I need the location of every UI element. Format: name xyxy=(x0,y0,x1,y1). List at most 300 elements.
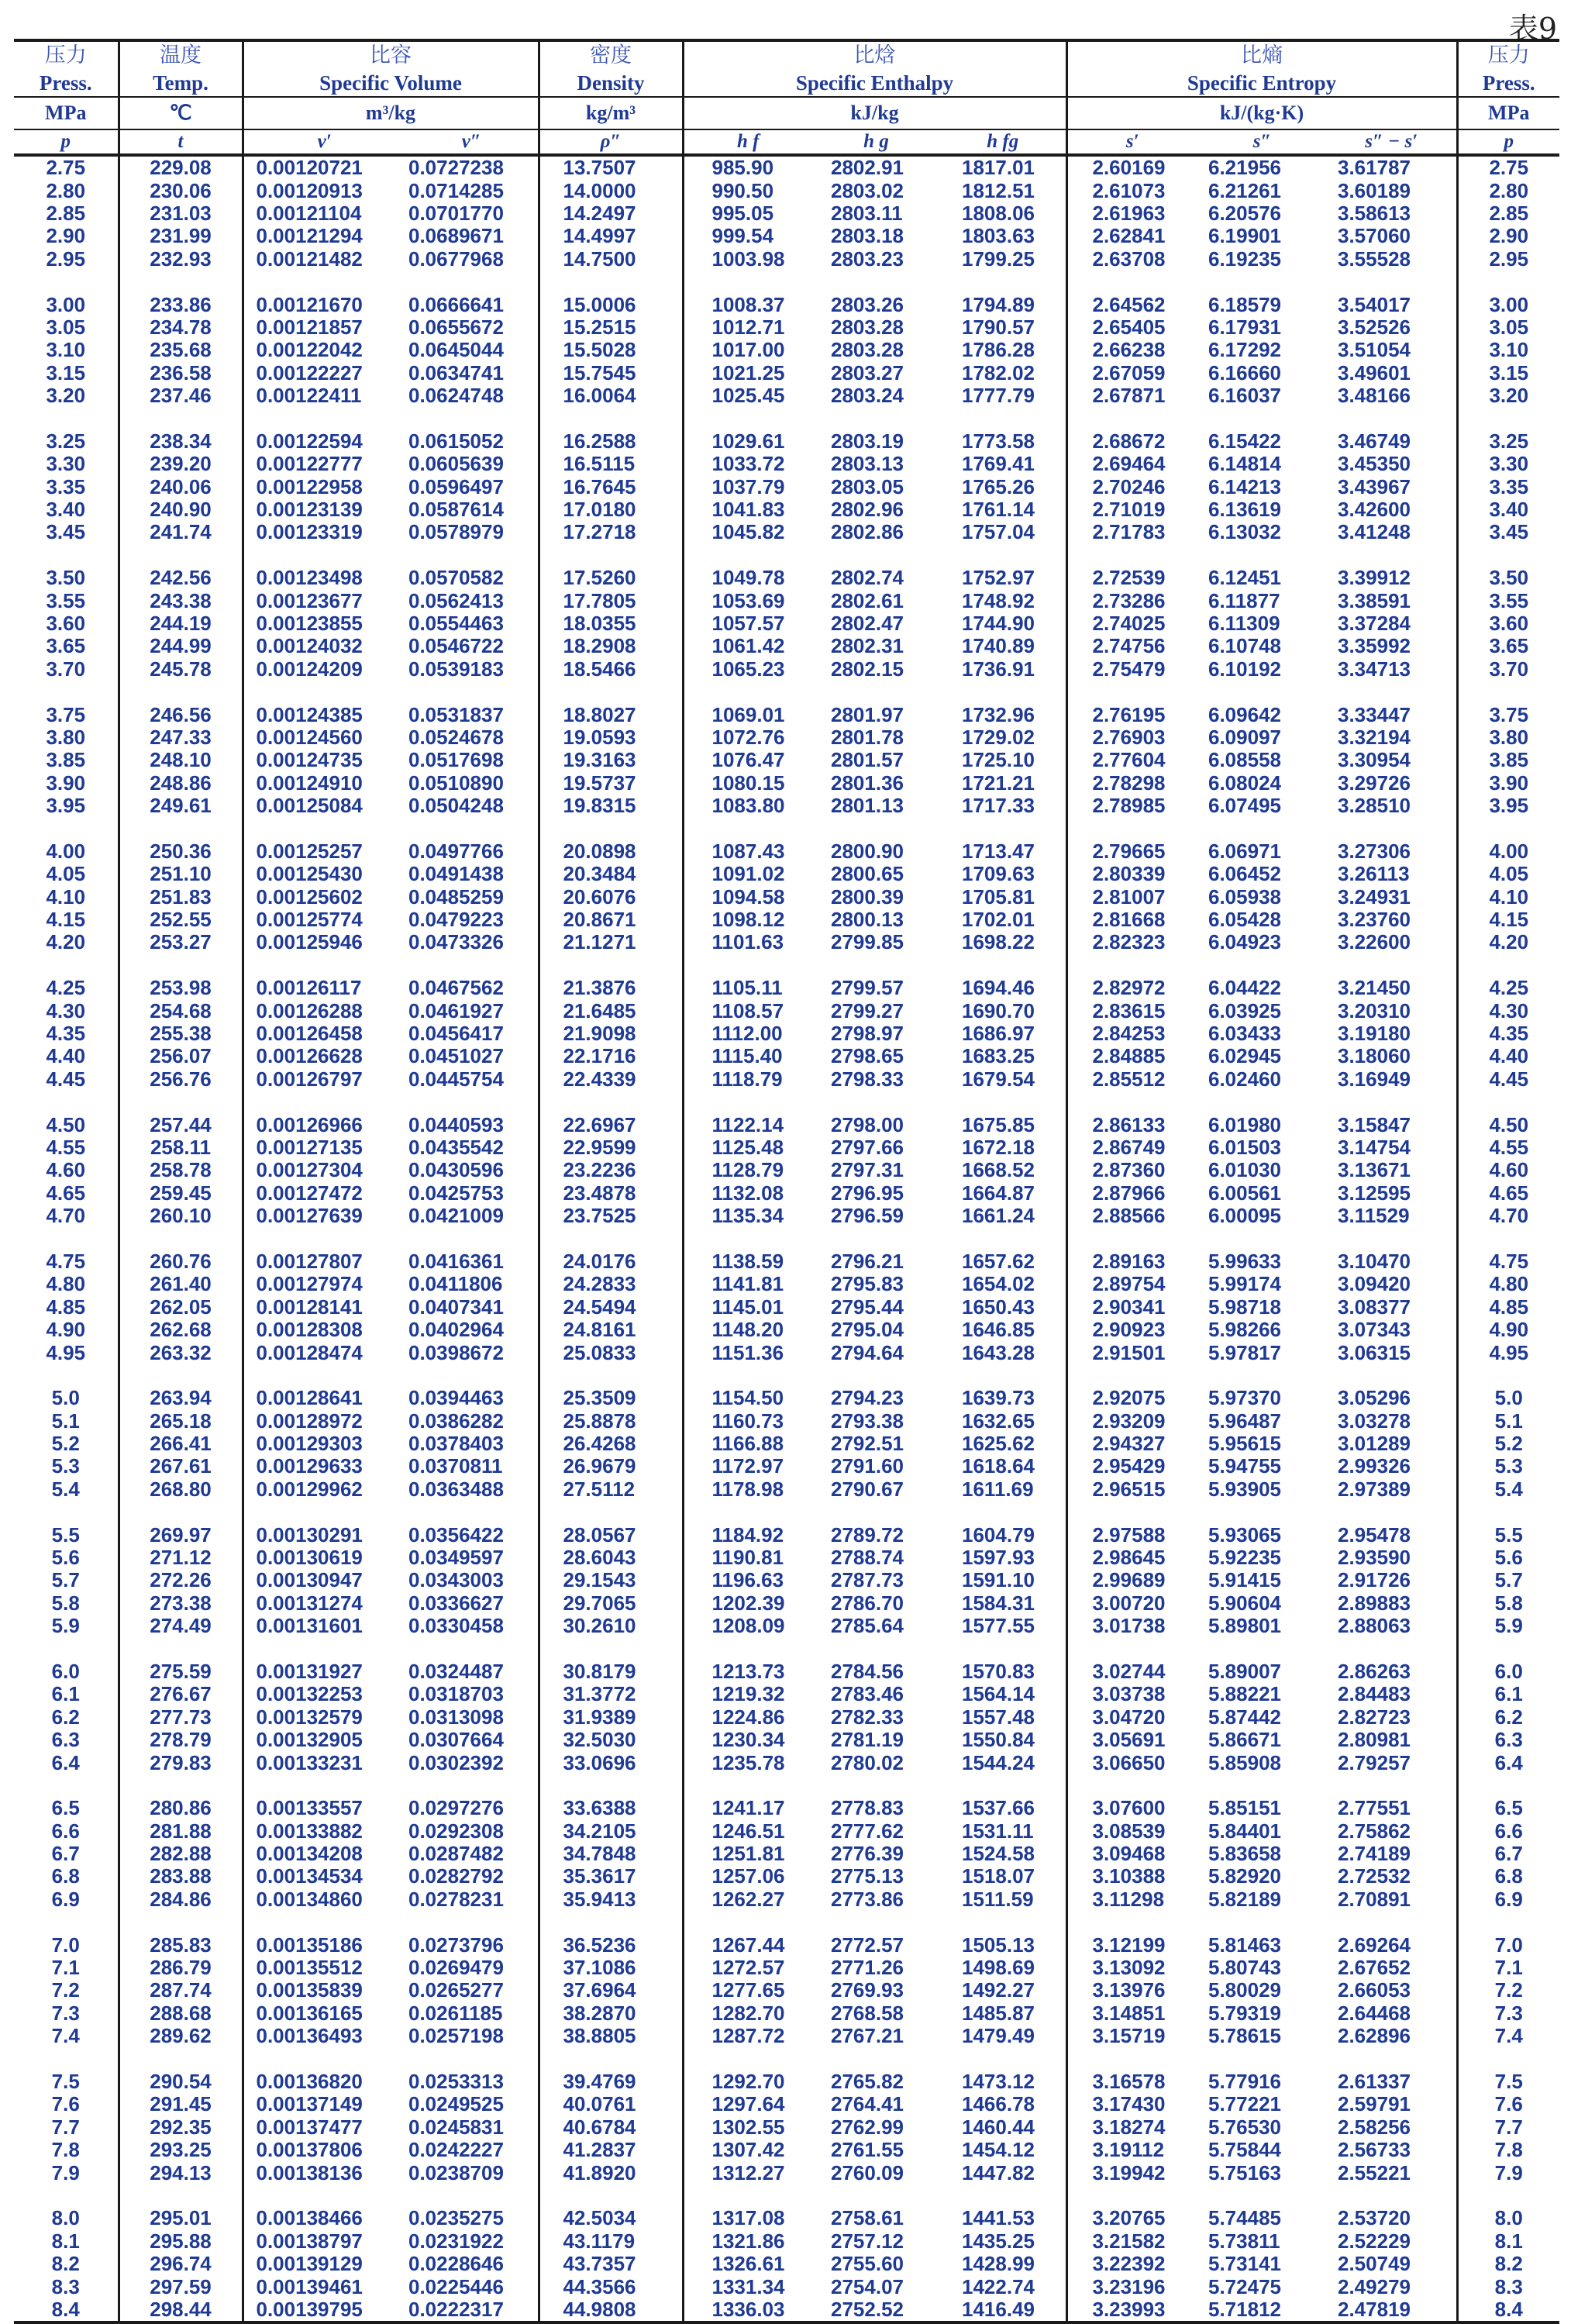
liquid-enthalpy-cell: 1122.14 xyxy=(683,1113,812,1136)
pressure-right-cell: 5.4 xyxy=(1457,1478,1559,1501)
temperature-unit: ℃ xyxy=(119,97,243,129)
density-cell: 30.8179 xyxy=(539,1660,683,1683)
vapor-enthalpy-cell: 2760.09 xyxy=(831,2160,904,2184)
spacer-cell xyxy=(1327,817,1457,840)
vapor-volume-cell: 0.0235275 xyxy=(408,2206,504,2230)
vapor-entropy-cell: 5.98266 xyxy=(1208,1318,1281,1342)
pressure-right-cell: 4.25 xyxy=(1457,977,1559,999)
vapor-volume-cell: 0.0225446 xyxy=(408,2274,504,2298)
table-row xyxy=(14,795,1559,817)
latent-enthalpy-cell: 1643.28 xyxy=(962,1340,1035,1364)
spacer-cell xyxy=(940,681,1066,703)
pressure-right-cell: 3.65 xyxy=(1457,635,1559,657)
temperature-symbol: t xyxy=(119,129,243,155)
vapor-enthalpy-cell: 2800.13 xyxy=(831,908,904,932)
vapor-volume-cell: 0.0416361 xyxy=(408,1249,504,1273)
liquid-entropy-cell: 2.88566 xyxy=(1066,1205,1197,1227)
liquid-enthalpy-cell: 1241.17 xyxy=(683,1797,812,1819)
density-cell: 18.2908 xyxy=(539,635,683,657)
temperature-cell: 286.79 xyxy=(119,1957,243,1979)
pressure-cell: 3.10 xyxy=(46,338,86,362)
vapor-volume-cell: 0.0302392 xyxy=(408,1750,504,1774)
spacer-cell xyxy=(14,1364,119,1387)
latent-enthalpy-cell: 1757.04 xyxy=(962,520,1035,544)
liquid-volume-cell: 0.00129633 xyxy=(243,1455,405,1477)
liquid-enthalpy-cell: 1213.73 xyxy=(683,1660,812,1683)
vapor-volume-cell: 0.0435542 xyxy=(408,1135,504,1159)
liquid-enthalpy-cell: 1135.34 xyxy=(683,1205,812,1227)
spacer-cell xyxy=(940,1911,1066,1933)
temperature-cell: 294.13 xyxy=(119,2161,243,2184)
temperature-cell: 244.99 xyxy=(119,635,243,657)
vapor-enthalpy-cell: 2800.65 xyxy=(831,862,904,886)
spacer-cell xyxy=(119,1501,243,1523)
table-row xyxy=(14,2230,1559,2253)
latent-enthalpy-cell: 1765.26 xyxy=(962,474,1035,498)
liquid-entropy-cell: 2.90341 xyxy=(1066,1296,1197,1319)
entropy-difference-cell: 3.52526 xyxy=(1338,315,1411,339)
spacer-cell xyxy=(405,1364,539,1387)
vapor-enthalpy-cell: 2794.23 xyxy=(831,1386,904,1410)
density-cell: 23.4878 xyxy=(539,1182,683,1205)
entropy-difference-cell: 3.15847 xyxy=(1338,1112,1411,1136)
vapor-volume-cell: 0.0343003 xyxy=(408,1568,504,1592)
vapor-entropy-cell: 5.78615 xyxy=(1208,2024,1281,2048)
entropy-difference-cell: 2.56733 xyxy=(1338,2138,1411,2162)
density-cell: 21.1271 xyxy=(539,931,683,953)
vapor-enthalpy-cell: 2795.83 xyxy=(831,1272,904,1296)
liquid-volume-cell: 0.00124032 xyxy=(243,635,405,657)
pressure-right-cell: 4.85 xyxy=(1457,1296,1559,1319)
specific-entropy-en-heading: Specific Entropy xyxy=(1066,70,1457,97)
vapor-volume-cell: 0.0451027 xyxy=(408,1044,504,1068)
pressure-cell: 5.0 xyxy=(51,1386,80,1410)
vapor-volume-cell: 0.0222317 xyxy=(405,2298,539,2322)
spacer-cell xyxy=(1327,544,1457,567)
liquid-enthalpy-cell: 1145.01 xyxy=(683,1296,812,1319)
liquid-entropy-cell: 3.12199 xyxy=(1066,1933,1197,1956)
spacer-cell xyxy=(1197,2047,1327,2070)
spacer-cell xyxy=(812,681,940,703)
pressure-right-cell: 8.0 xyxy=(1457,2207,1559,2229)
temperature-cell: 292.35 xyxy=(119,2116,243,2139)
density-cell: 41.8920 xyxy=(539,2161,683,2184)
table-row xyxy=(14,2253,1559,2275)
spacer-cell xyxy=(1066,1091,1197,1113)
entropy-difference-cell: 3.38591 xyxy=(1338,588,1411,612)
density-cell: 16.7645 xyxy=(539,475,683,498)
vapor-entropy-cell: 6.16660 xyxy=(1208,360,1281,384)
table-row xyxy=(14,1182,1559,1205)
density-cell: 17.0180 xyxy=(539,498,683,521)
pressure-cell: 3.35 xyxy=(46,474,86,498)
vapor-volume-cell: 0.0378403 xyxy=(408,1432,504,1456)
temperature-cell: 229.08 xyxy=(119,155,243,179)
table-row xyxy=(14,999,1559,1022)
spacer-cell xyxy=(1457,954,1559,977)
liquid-enthalpy-cell: 1091.02 xyxy=(683,863,812,885)
spacer-cell xyxy=(1066,954,1197,977)
table-row xyxy=(14,1706,1559,1729)
entropy-difference-cell: 3.54017 xyxy=(1338,292,1411,316)
liquid-enthalpy-cell: 1057.57 xyxy=(683,612,812,635)
vapor-entropy-cell: 5.97817 xyxy=(1208,1340,1281,1364)
density-cell: 16.2588 xyxy=(539,430,683,453)
latent-enthalpy-cell: 1694.46 xyxy=(962,976,1035,1000)
liquid-enthalpy-cell: 1115.40 xyxy=(683,1045,812,1067)
vapor-entropy-cell: 5.77916 xyxy=(1208,2070,1281,2093)
spacer-cell xyxy=(119,954,243,977)
pressure-right-cell: 4.65 xyxy=(1457,1182,1559,1205)
table-row xyxy=(14,2207,1559,2229)
vapor-volume-cell: 0.0253313 xyxy=(408,2070,504,2093)
density-cell: 13.7507 xyxy=(539,155,683,179)
liquid-enthalpy-cell: 1190.81 xyxy=(683,1546,812,1569)
vapor-enthalpy-cell: 2752.52 xyxy=(812,2298,940,2322)
liquid-enthalpy-cell: 1257.06 xyxy=(683,1865,812,1888)
liquid-enthalpy-cell: 1151.36 xyxy=(683,1341,812,1364)
vapor-volume-cell: 0.0517698 xyxy=(408,748,504,772)
vapor-volume-cell: 0.0421009 xyxy=(408,1204,504,1228)
entropy-difference-cell: 3.45350 xyxy=(1338,452,1411,476)
liquid-entropy-cell: 3.23196 xyxy=(1066,2275,1197,2298)
liquid-volume-cell: 0.00137477 xyxy=(243,2116,405,2139)
pressure-right-cell: 4.50 xyxy=(1457,1113,1559,1136)
vapor-volume-cell: 0.0491438 xyxy=(408,862,504,886)
spacer-cell xyxy=(1066,1637,1197,1660)
latent-enthalpy-cell: 1416.49 xyxy=(940,2298,1066,2322)
pressure-cell: 3.90 xyxy=(46,771,86,795)
vapor-volume-cell: 0.0461927 xyxy=(408,998,504,1022)
density-cell: 16.0064 xyxy=(539,384,683,407)
density-cell: 36.5236 xyxy=(539,1933,683,1956)
table-row xyxy=(14,1546,1559,1569)
temperature-cell: 246.56 xyxy=(119,703,243,726)
temperature-cell: 267.61 xyxy=(119,1455,243,1477)
latent-enthalpy-cell: 1748.92 xyxy=(962,588,1035,612)
spacer-cell xyxy=(1327,271,1457,293)
density-cell: 21.9098 xyxy=(539,1022,683,1045)
density-cell: 23.7525 xyxy=(539,1205,683,1227)
density-cell: 33.0696 xyxy=(539,1751,683,1774)
pressure-cell: 4.80 xyxy=(46,1272,86,1296)
row-spacer xyxy=(14,544,1559,567)
entropy-difference-cell: 3.18060 xyxy=(1338,1044,1411,1068)
liquid-enthalpy-cell: 1125.48 xyxy=(683,1136,812,1159)
temperature-cell: 260.10 xyxy=(119,1205,243,1227)
entropy-difference-cell: 2.52229 xyxy=(1338,2229,1411,2253)
spacer-cell xyxy=(1197,2184,1327,2207)
latent-enthalpy-cell: 1777.79 xyxy=(962,384,1035,408)
table-header xyxy=(14,40,1559,155)
vapor-enthalpy-cell: 2796.95 xyxy=(831,1181,904,1205)
entropy-difference-cell: 2.88063 xyxy=(1338,1614,1411,1638)
specific-entropy-unit: kJ/(kg·K) xyxy=(1066,97,1457,129)
liquid-entropy-cell: 2.71019 xyxy=(1066,498,1197,521)
liquid-entropy-cell: 2.72539 xyxy=(1066,567,1197,589)
vapor-entropy-cell: 5.97370 xyxy=(1208,1386,1281,1410)
density-cell: 18.8027 xyxy=(539,703,683,726)
vapor-entropy-cell: 5.79319 xyxy=(1208,2001,1281,2025)
latent-enthalpy-cell: 1664.87 xyxy=(962,1181,1035,1205)
spacer-cell xyxy=(539,271,683,293)
entropy-difference-cell: 3.33447 xyxy=(1338,702,1411,726)
spacer-cell xyxy=(119,817,243,840)
spacer-cell xyxy=(1457,1911,1559,1933)
density-cell: 15.7545 xyxy=(539,362,683,384)
entropy-difference-cell: 3.12595 xyxy=(1338,1181,1411,1205)
vapor-volume-cell: 0.0287482 xyxy=(408,1842,504,1866)
vapor-volume-cell: 0.0677968 xyxy=(408,247,504,271)
vapor-volume-cell: 0.0238709 xyxy=(408,2160,504,2184)
vapor-entropy-cell: 5.98718 xyxy=(1208,1295,1281,1319)
vapor-enthalpy-cell: 2803.27 xyxy=(831,360,904,384)
entropy-difference-cell: 3.60189 xyxy=(1338,178,1411,202)
temperature-cell: 230.06 xyxy=(119,179,243,202)
table-row xyxy=(14,2002,1559,2025)
pressure-cell: 6.9 xyxy=(51,1887,80,1911)
liquid-enthalpy-cell: 1087.43 xyxy=(683,840,812,863)
temperature-cell: 252.55 xyxy=(119,909,243,931)
latent-enthalpy-cell: 1591.10 xyxy=(962,1568,1035,1592)
vapor-entropy-cell: 6.14213 xyxy=(1208,474,1281,498)
vapor-volume-cell: 0.0546722 xyxy=(408,634,504,658)
vapor-volume-cell: 0.0430596 xyxy=(408,1158,504,1182)
temperature-cell: 274.49 xyxy=(119,1615,243,1637)
density-cell: 25.0833 xyxy=(539,1341,683,1364)
liquid-enthalpy-cell: 1118.79 xyxy=(683,1068,812,1091)
liquid-entropy-cell: 2.82972 xyxy=(1066,977,1197,999)
vapor-entropy-cell: 6.03433 xyxy=(1208,1022,1281,1046)
vapor-enthalpy-cell: 2769.93 xyxy=(831,1978,904,2002)
liquid-enthalpy-cell: 1076.47 xyxy=(683,749,812,771)
liquid-volume-cell: 0.00134534 xyxy=(243,1865,405,1888)
vapor-enthalpy-cell: 2792.51 xyxy=(831,1432,904,1456)
vapor-enthalpy-cell: 2801.97 xyxy=(831,702,904,726)
liquid-entropy-cell: 2.66238 xyxy=(1066,339,1197,361)
latent-enthalpy-cell: 1557.48 xyxy=(962,1705,1035,1729)
table-row xyxy=(14,2275,1559,2298)
vapor-enthalpy-cell: 2776.39 xyxy=(831,1842,904,1866)
specific-enthalpy-cn-heading: 比焓 xyxy=(683,40,1066,70)
entropy-difference-cell: 3.24931 xyxy=(1338,884,1411,909)
spacer-cell xyxy=(243,1637,405,1660)
temperature-cell: 285.83 xyxy=(119,1933,243,1956)
pressure-right-cell: 3.25 xyxy=(1457,430,1559,453)
spacer-cell xyxy=(940,954,1066,977)
spacer-cell xyxy=(1066,681,1197,703)
spacer-cell xyxy=(812,817,940,840)
temperature-cell: 240.90 xyxy=(119,498,243,521)
liquid-volume-cell: 0.00127304 xyxy=(243,1159,405,1181)
pressure-cell: 7.7 xyxy=(51,2115,80,2139)
density-cell: 22.9599 xyxy=(539,1136,683,1159)
vapor-entropy-cell: 6.13619 xyxy=(1208,498,1281,522)
liquid-entropy-cell: 3.16578 xyxy=(1066,2071,1197,2093)
spacer-cell xyxy=(119,1091,243,1113)
density-cell: 31.3772 xyxy=(539,1683,683,1705)
pressure-right-cell: 3.80 xyxy=(1457,726,1559,749)
pressure-right-cell: 3.00 xyxy=(1457,293,1559,315)
temperature-cell: 248.86 xyxy=(119,772,243,795)
latent-enthalpy-cell: 1736.91 xyxy=(962,657,1035,681)
vapor-entropy-cell: 6.01980 xyxy=(1208,1112,1281,1136)
pressure-cell: 4.75 xyxy=(46,1249,86,1273)
liquid-volume-cell: 0.00126288 xyxy=(243,999,405,1022)
temperature-cell: 244.19 xyxy=(119,612,243,635)
pressure-right-cell: 7.9 xyxy=(1457,2161,1559,2184)
density-cell: 17.5260 xyxy=(539,567,683,589)
liquid-volume-cell: 0.00131927 xyxy=(243,1660,405,1683)
liquid-enthalpy-cell: 990.50 xyxy=(683,179,812,202)
pressure-cell: 5.3 xyxy=(51,1454,80,1478)
spacer-cell xyxy=(812,1774,940,1797)
density-cell: 18.5466 xyxy=(539,658,683,681)
liquid-volume-cell: 0.00127639 xyxy=(243,1205,405,1227)
spacer-cell xyxy=(1197,1227,1327,1250)
vapor-enthalpy-cell: 2803.23 xyxy=(831,247,904,271)
spacer-cell xyxy=(1327,1637,1457,1660)
temperature-cell: 249.61 xyxy=(119,795,243,817)
temperature-cell: 296.74 xyxy=(119,2253,243,2275)
entropy-difference-cell: 2.99326 xyxy=(1338,1454,1411,1478)
vapor-volume-cell: 0.0307664 xyxy=(408,1728,504,1752)
pressure-cell: 3.40 xyxy=(46,498,86,522)
liquid-volume-cell: 0.00135512 xyxy=(243,1957,405,1979)
entropy-difference-cell: 2.67652 xyxy=(1338,1956,1411,1980)
vapor-enthalpy-cell: 2754.07 xyxy=(831,2274,904,2298)
vapor-entropy-cell: 6.00095 xyxy=(1208,1204,1281,1228)
vapor-enthalpy-symbol: h g xyxy=(812,129,940,155)
liquid-volume-cell: 0.00129303 xyxy=(243,1433,405,1455)
row-spacer xyxy=(14,1501,1559,1523)
pressure-right-cell: 4.55 xyxy=(1457,1136,1559,1159)
latent-enthalpy-cell: 1524.58 xyxy=(962,1842,1035,1866)
liquid-volume-cell: 0.00139795 xyxy=(243,2298,405,2322)
vapor-entropy-cell: 5.93905 xyxy=(1208,1477,1281,1501)
entropy-difference-cell: 2.86263 xyxy=(1338,1659,1411,1683)
pressure-right-cell: 6.9 xyxy=(1457,1888,1559,1911)
vapor-enthalpy-cell: 2768.58 xyxy=(831,2001,904,2025)
entropy-difference-cell: 3.51054 xyxy=(1338,338,1411,362)
temperature-cell: 247.33 xyxy=(119,726,243,749)
liquid-enthalpy-cell: 1037.79 xyxy=(683,475,812,498)
pressure-right-cell: 2.85 xyxy=(1457,202,1559,225)
temperature-cell: 269.97 xyxy=(119,1523,243,1546)
vapor-volume-cell: 0.0363488 xyxy=(408,1477,504,1501)
temperature-cell: 277.73 xyxy=(119,1706,243,1729)
latent-enthalpy-cell: 1698.22 xyxy=(962,930,1035,954)
temperature-cell: 273.38 xyxy=(119,1592,243,1615)
spacer-cell xyxy=(683,1501,812,1523)
entropy-difference-cell: 3.13671 xyxy=(1338,1158,1411,1182)
density-cell: 38.8805 xyxy=(539,2025,683,2047)
spacer-cell xyxy=(683,1774,812,1797)
temperature-cell: 255.38 xyxy=(119,1022,243,1045)
entropy-difference-cell: 2.61337 xyxy=(1338,2070,1411,2093)
density-cell: 20.0898 xyxy=(539,840,683,863)
table-row xyxy=(14,521,1559,543)
row-spacer xyxy=(14,1364,1559,1387)
density-cell: 28.0567 xyxy=(539,1523,683,1546)
vapor-enthalpy-cell: 2803.19 xyxy=(831,429,904,453)
spacer-cell xyxy=(1197,271,1327,293)
liquid-volume-cell: 0.00128141 xyxy=(243,1296,405,1319)
pressure-right-cell: 4.05 xyxy=(1457,863,1559,885)
pressure-cell: 4.55 xyxy=(46,1135,86,1159)
liquid-enthalpy-cell: 1101.63 xyxy=(683,931,812,953)
temperature-cell: 234.78 xyxy=(119,316,243,339)
liquid-entropy-cell: 3.03738 xyxy=(1066,1683,1197,1705)
liquid-entropy-cell: 3.04720 xyxy=(1066,1706,1197,1729)
liquid-volume-cell: 0.00123498 xyxy=(243,567,405,589)
table-row xyxy=(14,1523,1559,1546)
pressure-right-cell: 3.60 xyxy=(1457,612,1559,635)
temperature-cell: 263.94 xyxy=(119,1387,243,1409)
liquid-enthalpy-cell: 1317.08 xyxy=(683,2207,812,2229)
spacer-cell xyxy=(1066,1364,1197,1387)
temperature-cn-heading: 温度 xyxy=(119,40,243,70)
liquid-entropy-cell: 3.01738 xyxy=(1066,1615,1197,1637)
liquid-entropy-cell: 2.76903 xyxy=(1066,726,1197,749)
vapor-entropy-cell: 6.09097 xyxy=(1208,725,1281,749)
table-row xyxy=(14,1113,1559,1136)
pressure-cell: 6.8 xyxy=(51,1864,80,1888)
latent-enthalpy-cell: 1668.52 xyxy=(962,1158,1035,1182)
latent-enthalpy-cell: 1786.28 xyxy=(962,338,1035,362)
pressure-cell: 2.90 xyxy=(46,224,86,248)
liquid-entropy-cell: 2.81668 xyxy=(1066,909,1197,931)
liquid-volume-cell: 0.00132253 xyxy=(243,1683,405,1705)
spacer-cell xyxy=(940,2047,1066,2070)
vapor-enthalpy-cell: 2800.39 xyxy=(831,884,904,909)
vapor-enthalpy-cell: 2796.21 xyxy=(831,1249,904,1273)
temperature-cell: 261.40 xyxy=(119,1273,243,1295)
latent-enthalpy-cell: 1654.02 xyxy=(962,1272,1035,1296)
spacer-cell xyxy=(812,1501,940,1523)
vapor-entropy-cell: 6.08024 xyxy=(1208,771,1281,795)
liquid-volume-cell: 0.00126966 xyxy=(243,1113,405,1136)
liquid-enthalpy-cell: 1041.83 xyxy=(683,498,812,521)
density-cell: 32.5030 xyxy=(539,1729,683,1751)
table-row xyxy=(14,886,1559,909)
vapor-enthalpy-cell: 2798.97 xyxy=(831,1022,904,1046)
density-cell: 40.6784 xyxy=(539,2116,683,2139)
pressure-cell: 6.3 xyxy=(51,1728,80,1752)
liquid-volume-cell: 0.00136820 xyxy=(243,2071,405,2093)
liquid-enthalpy-cell: 1053.69 xyxy=(683,589,812,612)
table-row xyxy=(14,1433,1559,1455)
pressure-cell: 3.80 xyxy=(46,725,86,749)
liquid-entropy-cell: 3.10388 xyxy=(1066,1865,1197,1888)
liquid-volume-cell: 0.00127974 xyxy=(243,1273,405,1295)
liquid-volume-cell: 0.00123139 xyxy=(243,498,405,521)
pressure-right-cell: 7.0 xyxy=(1457,1933,1559,1956)
vapor-entropy-cell: 5.95615 xyxy=(1208,1432,1281,1456)
spacer-cell xyxy=(1197,407,1327,429)
pressure-cell: 3.20 xyxy=(46,384,86,408)
liquid-volume-cell: 0.00122777 xyxy=(243,453,405,475)
pressure-right-cell: 3.15 xyxy=(1457,362,1559,384)
table-number: 表9 xyxy=(1508,12,1557,46)
vapor-enthalpy-cell: 2803.02 xyxy=(831,178,904,202)
spacer-cell xyxy=(405,2047,539,2070)
spacer-cell xyxy=(683,1364,812,1387)
liquid-entropy-cell: 2.79665 xyxy=(1066,840,1197,863)
spacer-cell xyxy=(405,544,539,567)
liquid-entropy-cell: 3.19942 xyxy=(1066,2161,1197,2184)
entropy-difference-cell: 3.43967 xyxy=(1338,474,1411,498)
